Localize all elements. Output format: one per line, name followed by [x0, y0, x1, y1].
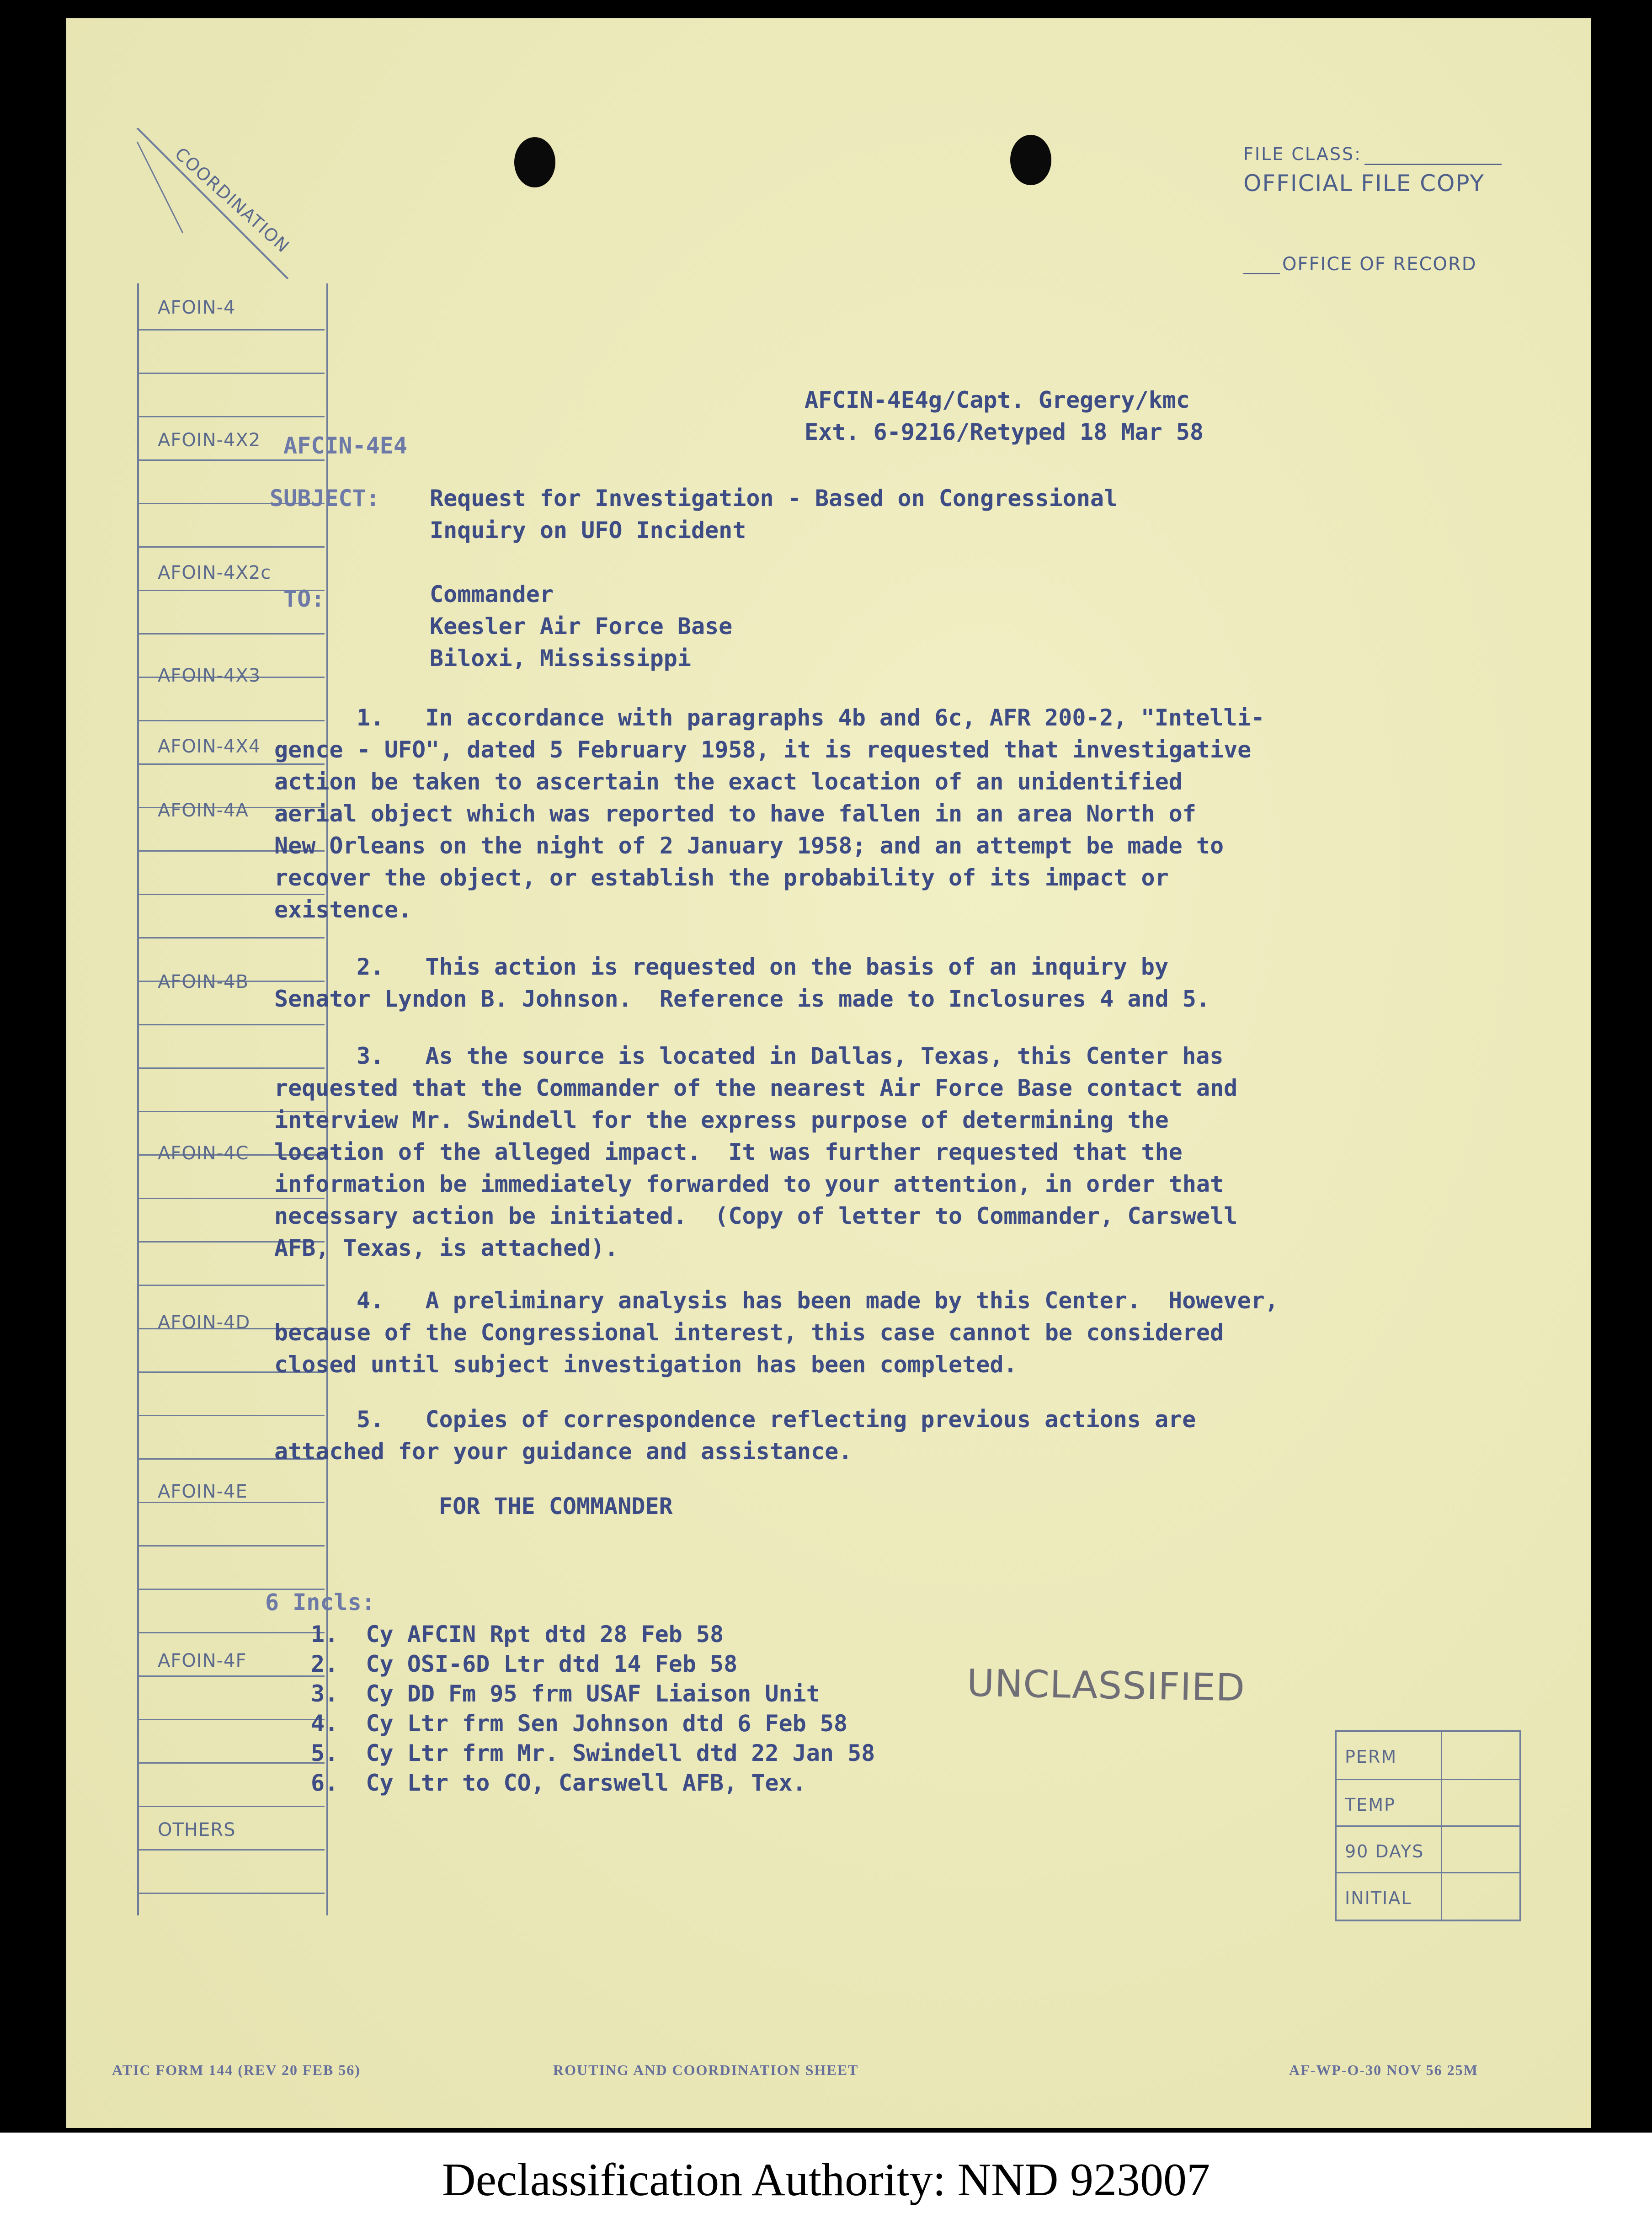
routing-grid-line — [137, 720, 325, 721]
routing-grid-line — [137, 1719, 325, 1720]
retention-row-perm — [1337, 1732, 1519, 1778]
routing-grid-line — [137, 1024, 325, 1025]
routing-grid-line — [137, 937, 325, 939]
signature-block: FOR THE COMMANDER — [439, 1493, 673, 1520]
paragraph-1-line-4: aerial object which was reported to have fallen in an area North of — [274, 800, 1196, 827]
form-number: ATIC FORM 144 (REV 20 FEB 56) — [112, 2062, 361, 2078]
retention-label-perm: PERM — [1345, 1747, 1397, 1767]
paragraph-3-line-4: location of the alleged impact. It was further requested that the — [274, 1139, 1183, 1165]
retention-label-temp: TEMP — [1345, 1795, 1396, 1815]
inclosure-6: 6. Cy Ltr to CO, Carswell AFB, Tex. — [311, 1770, 806, 1796]
paragraph-5-line-2: attached for your guidance and assistance. — [274, 1438, 853, 1465]
routing-grid-line — [137, 1545, 325, 1547]
routing-office-afoin-4x4: AFOIN-4X4 — [158, 736, 261, 757]
to-line-1: Commander — [430, 581, 554, 608]
punch-hole-right — [1010, 135, 1051, 185]
paragraph-3-line-1: 3. As the source is located in Dallas, Texas, this Center has — [357, 1043, 1224, 1069]
routing-office-afoin-4: AFOIN-4 — [158, 297, 236, 318]
routing-grid-line — [137, 633, 325, 635]
routing-office-afoin-4a: AFOIN-4A — [158, 800, 249, 821]
retention-row-90-days — [1337, 1825, 1519, 1872]
routing-grid-line — [137, 1849, 325, 1851]
routing-office-afoin-4e: AFOIN-4E — [158, 1481, 248, 1502]
declassification-authority: Declassification Authority: NND 923007 — [442, 2154, 1210, 2206]
paragraph-3-line-3: interview Mr. Swindell for the express purpose of determining the — [274, 1107, 1169, 1133]
routing-grid-line — [137, 329, 325, 331]
subject-label: SUBJECT: — [270, 485, 380, 512]
file-class-line — [1364, 164, 1502, 165]
office-symbol: AFCIN-4E4 — [283, 432, 407, 459]
to-line-3: Biloxi, Mississippi — [430, 645, 691, 672]
routing-office-afoin-4x2: AFOIN-4X2 — [158, 430, 261, 451]
retention-label-90-days: 90 DAYS — [1345, 1841, 1424, 1861]
routing-office-others: OTHERS — [158, 1819, 236, 1840]
routing-office-afoin-4f: AFOIN-4F — [158, 1650, 247, 1671]
file-class-label: FILE CLASS: — [1243, 144, 1362, 164]
paragraph-5-line-1: 5. Copies of correspondence reflecting previous actions are — [357, 1406, 1196, 1433]
form-title: ROUTING AND COORDINATION SHEET — [553, 2062, 859, 2078]
coordination-label: COORDINATION — [171, 143, 294, 257]
routing-grid-line — [137, 1762, 325, 1764]
inclosure-3: 3. Cy DD Fm 95 frm USAF Liaison Unit — [311, 1680, 820, 1707]
routing-grid-line — [137, 1893, 325, 1894]
paragraph-3-line-7: AFB, Texas, is attached). — [274, 1235, 618, 1261]
paragraph-2-line-2: Senator Lyndon B. Johnson. Reference is made to Inclosures 4 and 5. — [274, 986, 1210, 1012]
paragraph-2-line-1: 2. This action is requested on the basis of an inquiry by — [357, 954, 1169, 980]
retention-row-initial — [1337, 1872, 1519, 1919]
paragraph-1-line-6: recover the object, or establish the probability of its impact or — [274, 864, 1169, 891]
routing-grid-line — [137, 1285, 325, 1286]
inclosures-label: 6 Incls: — [265, 1589, 375, 1616]
routing-grid-line — [137, 1415, 325, 1416]
retention-divider — [1441, 1732, 1442, 1920]
coordination-header — [119, 128, 297, 279]
official-file-copy: OFFICIAL FILE COPY — [1243, 170, 1485, 197]
routing-office-afoin-4x2c: AFOIN-4X2c — [158, 562, 272, 583]
routing-office-afoin-4x3: AFOIN-4X3 — [158, 665, 261, 686]
paragraph-3-line-6: necessary action be initiated. (Copy of letter to Commander, Carswell — [274, 1203, 1238, 1229]
punch-hole-left — [514, 137, 555, 187]
retention-box — [1335, 1730, 1521, 1921]
subject-line-1: Request for Investigation - Based on Congressional — [430, 485, 1118, 512]
routing-grid-line — [137, 1067, 325, 1069]
routing-grid-line — [137, 546, 325, 548]
paragraph-4-line-2: because of the Congressional interest, this case cannot be considered — [274, 1319, 1224, 1346]
retention-label-initial: INITIAL — [1345, 1888, 1412, 1908]
form-print-code: AF-WP-O-30 NOV 56 25M — [1289, 2062, 1478, 2078]
to-line-2: Keesler Air Force Base — [430, 613, 733, 640]
unclassified-stamp: UNCLASSIFIED — [966, 1661, 1246, 1710]
inclosure-1: 1. Cy AFCIN Rpt dtd 28 Feb 58 — [311, 1621, 724, 1648]
to-label: TO: — [283, 586, 325, 612]
routing-office-afoin-4c: AFOIN-4C — [158, 1143, 249, 1164]
routing-office-afoin-4d: AFOIN-4D — [158, 1312, 250, 1333]
paragraph-1-line-1: 1. In accordance with paragraphs 4b and 6c, AFR 200-2, "Intelli- — [357, 704, 1265, 731]
routing-grid-line — [137, 373, 325, 374]
office-of-record-line — [1243, 273, 1280, 274]
extension-line: Ext. 6-9216/Retyped 18 Mar 58 — [805, 419, 1204, 445]
subject-line-2: Inquiry on UFO Incident — [430, 517, 746, 544]
routing-office-afoin-4b: AFOIN-4B — [158, 971, 249, 992]
routing-grid-line — [137, 1806, 325, 1807]
routing-grid-line — [137, 416, 325, 417]
paragraph-4-line-3: closed until subject investigation has been completed. — [274, 1351, 1018, 1378]
inclosure-5: 5. Cy Ltr frm Mr. Swindell dtd 22 Jan 58 — [311, 1740, 875, 1766]
originator-line: AFCIN-4E4g/Capt. Gregery/kmc — [805, 387, 1190, 413]
inclosure-2: 2. Cy OSI-6D Ltr dtd 14 Feb 58 — [311, 1651, 738, 1677]
paragraph-4-line-1: 4. A preliminary analysis has been made by this Center. However, — [357, 1287, 1279, 1314]
paragraph-3-line-5: information be immediately forwarded to your attention, in order that — [274, 1171, 1224, 1197]
paragraph-1-line-5: New Orleans on the night of 2 January 1958; and an attempt be made to — [274, 832, 1224, 859]
inclosure-4: 4. Cy Ltr frm Sen Johnson dtd 6 Feb 58 — [311, 1710, 847, 1737]
paragraph-1-line-2: gence - UFO", dated 5 February 1958, it is requested that investigative — [274, 736, 1252, 763]
paragraph-3-line-2: requested that the Commander of the nearest Air Force Base contact and — [274, 1075, 1238, 1101]
routing-grid-line — [137, 1632, 325, 1633]
routing-grid-line — [137, 1675, 325, 1677]
paragraph-1-line-7: existence. — [274, 896, 412, 923]
retention-row-temp — [1337, 1779, 1519, 1826]
paragraph-1-line-3: action be taken to ascertain the exact location of an unidentified — [274, 768, 1183, 795]
office-of-record: OFFICE OF RECORD — [1282, 254, 1477, 275]
